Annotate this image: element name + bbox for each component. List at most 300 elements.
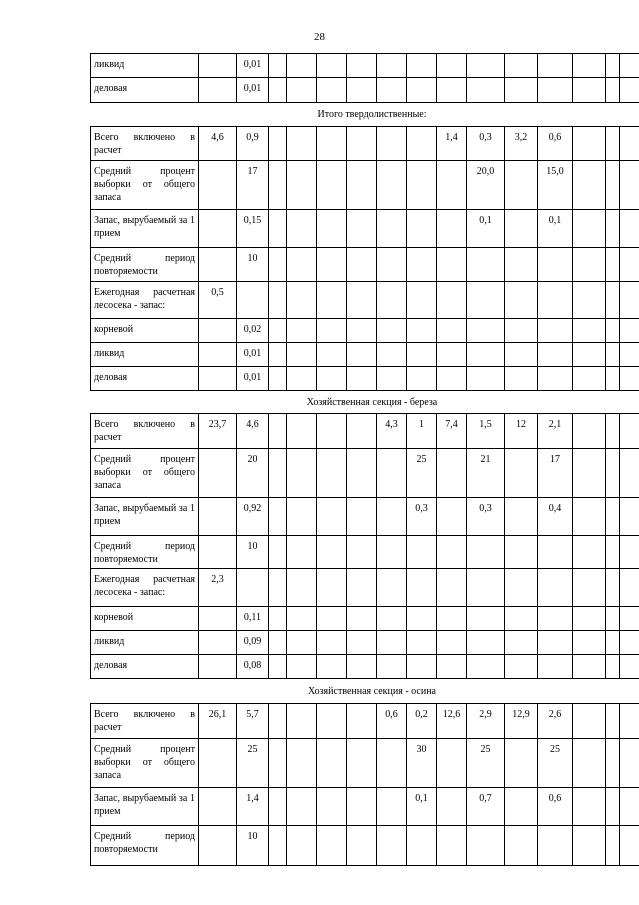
table-cell bbox=[347, 161, 377, 210]
table-cell bbox=[407, 367, 437, 391]
table-cell bbox=[287, 569, 317, 607]
table-cell bbox=[269, 319, 287, 343]
table-cell bbox=[377, 449, 407, 498]
table-cell bbox=[467, 78, 505, 103]
table-cell bbox=[317, 343, 347, 367]
table-cell bbox=[437, 282, 467, 319]
table-cell bbox=[287, 414, 317, 449]
table-cell bbox=[237, 282, 269, 319]
row-label: Запас, вырубаемый за 1 прием bbox=[91, 210, 199, 248]
table-cell bbox=[347, 569, 377, 607]
row-label: Ежегодная расчетная лесосека - запас: bbox=[91, 282, 199, 319]
table-cell bbox=[347, 631, 377, 655]
table-cell bbox=[287, 739, 317, 788]
table-cell bbox=[347, 78, 377, 103]
table-cell bbox=[287, 826, 317, 866]
table-cell bbox=[437, 161, 467, 210]
table-cell: 2,1 bbox=[538, 414, 573, 449]
table-cell bbox=[620, 536, 639, 569]
row-label: деловая bbox=[91, 367, 199, 391]
table-cell bbox=[269, 655, 287, 679]
table-cell bbox=[269, 282, 287, 319]
table-cell: 0,01 bbox=[237, 343, 269, 367]
table-cell bbox=[437, 788, 467, 826]
table-cell: 26,1 bbox=[199, 704, 237, 739]
table-cell bbox=[317, 210, 347, 248]
table-cell bbox=[437, 248, 467, 282]
table-cell bbox=[407, 319, 437, 343]
table-cell bbox=[573, 739, 606, 788]
table-cell bbox=[538, 607, 573, 631]
table-cell bbox=[199, 826, 237, 866]
table-cell: 4,6 bbox=[237, 414, 269, 449]
table-cell bbox=[620, 569, 639, 607]
table-cell bbox=[407, 248, 437, 282]
table-cell bbox=[377, 248, 407, 282]
table-cell bbox=[199, 54, 237, 78]
table-cell bbox=[620, 631, 639, 655]
row-label: ликвид bbox=[91, 54, 199, 78]
table-cell: 0,7 bbox=[467, 788, 505, 826]
table-cell bbox=[573, 826, 606, 866]
table-cell bbox=[347, 607, 377, 631]
table-cell bbox=[347, 498, 377, 536]
table-cell: 0,1 bbox=[407, 788, 437, 826]
table-cell bbox=[347, 826, 377, 866]
table-cell bbox=[199, 607, 237, 631]
table-cell bbox=[269, 414, 287, 449]
table-cell bbox=[505, 655, 538, 679]
table-cell: 0,1 bbox=[538, 210, 573, 248]
table-cell bbox=[377, 54, 407, 78]
table-cell: 10 bbox=[237, 248, 269, 282]
table-cell bbox=[347, 655, 377, 679]
table-cell bbox=[199, 343, 237, 367]
table-cell bbox=[317, 319, 347, 343]
table-cell bbox=[287, 319, 317, 343]
table-cell bbox=[317, 248, 347, 282]
row-label: деловая bbox=[91, 655, 199, 679]
forest-data-table bbox=[90, 53, 639, 866]
table-cell bbox=[606, 161, 620, 210]
table-cell bbox=[620, 414, 639, 449]
table-cell bbox=[407, 161, 437, 210]
table-cell bbox=[377, 655, 407, 679]
table-cell bbox=[467, 607, 505, 631]
table-cell bbox=[407, 536, 437, 569]
table-cell bbox=[620, 704, 639, 739]
table-cell bbox=[505, 536, 538, 569]
table-cell bbox=[407, 210, 437, 248]
table-cell: 25 bbox=[467, 739, 505, 788]
table-cell bbox=[573, 655, 606, 679]
table-cell bbox=[437, 826, 467, 866]
table-cell: 4,6 bbox=[199, 127, 237, 161]
table-cell bbox=[620, 655, 639, 679]
table-cell bbox=[538, 536, 573, 569]
table-cell bbox=[287, 343, 317, 367]
table-cell: 1,4 bbox=[437, 127, 467, 161]
table-cell bbox=[269, 607, 287, 631]
row-label: ликвид bbox=[91, 343, 199, 367]
table-cell: 0,5 bbox=[199, 282, 237, 319]
table-cell bbox=[437, 569, 467, 607]
table-cell bbox=[287, 127, 317, 161]
table-cell bbox=[347, 54, 377, 78]
table-cell: 3,2 bbox=[505, 127, 538, 161]
table-cell bbox=[199, 210, 237, 248]
table-cell bbox=[620, 449, 639, 498]
table-row bbox=[91, 367, 639, 391]
table-cell bbox=[620, 210, 639, 248]
table-cell bbox=[287, 210, 317, 248]
table-cell: 0,09 bbox=[237, 631, 269, 655]
row-label: ликвид bbox=[91, 631, 199, 655]
table-cell: 1,5 bbox=[467, 414, 505, 449]
table-cell: 17 bbox=[538, 449, 573, 498]
table-cell: 10 bbox=[237, 826, 269, 866]
table-cell bbox=[620, 788, 639, 826]
table-cell bbox=[573, 498, 606, 536]
table-cell bbox=[505, 210, 538, 248]
section-title: Хозяйственная секция - осина bbox=[91, 679, 639, 704]
row-label: Запас, вырубаемый за 1 прием bbox=[91, 788, 199, 826]
table-cell bbox=[199, 248, 237, 282]
table-cell bbox=[199, 631, 237, 655]
table-cell bbox=[467, 569, 505, 607]
table-cell bbox=[573, 282, 606, 319]
table-cell bbox=[287, 248, 317, 282]
table-cell bbox=[573, 54, 606, 78]
table-cell bbox=[606, 343, 620, 367]
table-cell bbox=[269, 498, 287, 536]
table-cell bbox=[620, 78, 639, 103]
table-cell: 5,7 bbox=[237, 704, 269, 739]
table-cell bbox=[505, 161, 538, 210]
table-cell bbox=[407, 54, 437, 78]
table-cell bbox=[317, 536, 347, 569]
table-cell bbox=[407, 78, 437, 103]
table-cell bbox=[620, 127, 639, 161]
table-cell bbox=[573, 367, 606, 391]
table-row bbox=[91, 826, 639, 866]
table-cell bbox=[269, 449, 287, 498]
table-cell bbox=[467, 319, 505, 343]
table-cell bbox=[287, 161, 317, 210]
table-cell bbox=[538, 248, 573, 282]
table-cell: 17 bbox=[237, 161, 269, 210]
table-cell bbox=[505, 449, 538, 498]
section-title: Хозяйственная секция - береза bbox=[91, 391, 639, 414]
table-cell bbox=[377, 739, 407, 788]
table-cell bbox=[620, 343, 639, 367]
table-cell bbox=[505, 367, 538, 391]
table-row bbox=[91, 282, 639, 319]
table-cell bbox=[347, 367, 377, 391]
table-cell: 0,01 bbox=[237, 54, 269, 78]
table-cell bbox=[377, 367, 407, 391]
table-cell bbox=[287, 54, 317, 78]
table-cell bbox=[505, 54, 538, 78]
table-cell bbox=[407, 343, 437, 367]
row-label: Средний процент выборки от общего запаса bbox=[91, 449, 199, 498]
table-cell bbox=[199, 78, 237, 103]
table-cell bbox=[467, 536, 505, 569]
table-cell bbox=[407, 826, 437, 866]
row-label: Средний период повторяемости bbox=[91, 536, 199, 569]
table-cell bbox=[437, 319, 467, 343]
table-cell bbox=[269, 78, 287, 103]
table-cell bbox=[317, 54, 347, 78]
table-row bbox=[91, 161, 639, 210]
table-cell: 2,3 bbox=[199, 569, 237, 607]
table-cell bbox=[467, 367, 505, 391]
table-cell bbox=[377, 569, 407, 607]
table-cell bbox=[317, 739, 347, 788]
table-row bbox=[91, 343, 639, 367]
table-row bbox=[91, 655, 639, 679]
table-cell bbox=[573, 248, 606, 282]
row-label: Всего включено в расчет bbox=[91, 127, 199, 161]
row-label: Запас, вырубаемый за 1 прием bbox=[91, 498, 199, 536]
table-cell bbox=[620, 319, 639, 343]
table-cell bbox=[377, 607, 407, 631]
row-label: Средний процент выборки от общего запаса bbox=[91, 739, 199, 788]
table-cell bbox=[505, 343, 538, 367]
table-cell bbox=[269, 127, 287, 161]
table-cell: 0,3 bbox=[467, 498, 505, 536]
table-cell bbox=[287, 704, 317, 739]
table-cell bbox=[199, 161, 237, 210]
table-cell bbox=[377, 78, 407, 103]
table-cell: 0,15 bbox=[237, 210, 269, 248]
table-row bbox=[91, 631, 639, 655]
table-row bbox=[91, 248, 639, 282]
table-cell bbox=[407, 631, 437, 655]
table-row bbox=[91, 536, 639, 569]
table-cell bbox=[538, 569, 573, 607]
row-label: Средний период повторяемости bbox=[91, 826, 199, 866]
table-cell bbox=[606, 704, 620, 739]
table-cell bbox=[269, 569, 287, 607]
table-cell bbox=[269, 248, 287, 282]
table-row bbox=[91, 739, 639, 788]
table-cell bbox=[199, 655, 237, 679]
table-cell: 23,7 bbox=[199, 414, 237, 449]
table-row bbox=[91, 449, 639, 498]
table-cell bbox=[620, 826, 639, 866]
table-cell bbox=[199, 319, 237, 343]
table-cell bbox=[538, 367, 573, 391]
table-cell bbox=[606, 788, 620, 826]
table-cell bbox=[317, 607, 347, 631]
table-cell bbox=[199, 367, 237, 391]
table-cell: 0,01 bbox=[237, 78, 269, 103]
table-cell: 0,3 bbox=[467, 127, 505, 161]
table-cell bbox=[437, 607, 467, 631]
table-cell bbox=[573, 569, 606, 607]
row-label: корневой bbox=[91, 607, 199, 631]
table-cell bbox=[505, 788, 538, 826]
table-cell bbox=[505, 631, 538, 655]
table-cell bbox=[538, 282, 573, 319]
table-cell bbox=[606, 498, 620, 536]
table-cell bbox=[317, 414, 347, 449]
table-cell bbox=[606, 367, 620, 391]
table-cell bbox=[606, 248, 620, 282]
table-cell bbox=[287, 607, 317, 631]
table-cell bbox=[606, 739, 620, 788]
table-row bbox=[91, 127, 639, 161]
table-cell bbox=[269, 631, 287, 655]
table-cell: 0,6 bbox=[377, 704, 407, 739]
table-cell: 0,6 bbox=[538, 127, 573, 161]
table-cell bbox=[538, 655, 573, 679]
table-cell: 12 bbox=[505, 414, 538, 449]
table-cell: 0,6 bbox=[538, 788, 573, 826]
table-cell bbox=[269, 210, 287, 248]
table-cell bbox=[347, 319, 377, 343]
row-label: деловая bbox=[91, 78, 199, 103]
row-label: Средний процент выборки от общего запаса bbox=[91, 161, 199, 210]
table-cell bbox=[377, 282, 407, 319]
table-cell bbox=[347, 536, 377, 569]
table-cell bbox=[606, 414, 620, 449]
table-cell bbox=[467, 248, 505, 282]
table-cell bbox=[437, 343, 467, 367]
table-cell bbox=[287, 631, 317, 655]
table-cell bbox=[377, 631, 407, 655]
table-cell bbox=[269, 161, 287, 210]
table-cell bbox=[269, 788, 287, 826]
table-cell bbox=[538, 78, 573, 103]
table-cell: 0,3 bbox=[407, 498, 437, 536]
table-cell bbox=[467, 826, 505, 866]
table-cell bbox=[467, 631, 505, 655]
table-cell: 1,4 bbox=[237, 788, 269, 826]
table-row bbox=[91, 210, 639, 248]
table-cell: 1 bbox=[407, 414, 437, 449]
row-label: Ежегодная расчетная лесосека - запас: bbox=[91, 569, 199, 607]
table-cell bbox=[377, 127, 407, 161]
table-cell bbox=[347, 127, 377, 161]
table-cell bbox=[347, 210, 377, 248]
table-cell: 0,1 bbox=[467, 210, 505, 248]
table-cell bbox=[437, 536, 467, 569]
table-cell bbox=[377, 343, 407, 367]
table-cell bbox=[317, 498, 347, 536]
table-cell: 25 bbox=[538, 739, 573, 788]
table-cell bbox=[573, 788, 606, 826]
table-cell bbox=[199, 449, 237, 498]
table-cell bbox=[620, 248, 639, 282]
table-cell bbox=[287, 449, 317, 498]
table-cell bbox=[573, 210, 606, 248]
table-cell bbox=[606, 826, 620, 866]
table-cell bbox=[317, 569, 347, 607]
table-cell: 2,9 bbox=[467, 704, 505, 739]
table-cell: 0,02 bbox=[237, 319, 269, 343]
table-cell bbox=[606, 54, 620, 78]
table-cell bbox=[269, 704, 287, 739]
table-cell bbox=[287, 536, 317, 569]
table-cell bbox=[199, 536, 237, 569]
section-title: Итого твердолиственные: bbox=[91, 103, 639, 127]
table-cell bbox=[317, 449, 347, 498]
table-cell bbox=[505, 607, 538, 631]
table-cell bbox=[437, 367, 467, 391]
table-cell bbox=[538, 319, 573, 343]
table-cell bbox=[199, 739, 237, 788]
table-cell bbox=[620, 54, 639, 78]
table-cell: 7,4 bbox=[437, 414, 467, 449]
table-cell bbox=[606, 449, 620, 498]
table-cell: 0,08 bbox=[237, 655, 269, 679]
table-cell bbox=[317, 788, 347, 826]
table-cell bbox=[620, 498, 639, 536]
table-cell bbox=[573, 78, 606, 103]
table-cell bbox=[606, 569, 620, 607]
table-cell: 30 bbox=[407, 739, 437, 788]
table-cell bbox=[199, 788, 237, 826]
table-cell bbox=[573, 607, 606, 631]
section-header-row bbox=[91, 103, 639, 127]
table-cell: 12,6 bbox=[437, 704, 467, 739]
table-cell: 12,9 bbox=[505, 704, 538, 739]
table-cell bbox=[269, 54, 287, 78]
table-cell bbox=[287, 498, 317, 536]
table-cell bbox=[573, 536, 606, 569]
table-cell bbox=[407, 127, 437, 161]
table-cell: 15,0 bbox=[538, 161, 573, 210]
section-header-row bbox=[91, 679, 639, 704]
table-cell: 25 bbox=[407, 449, 437, 498]
table-cell bbox=[606, 282, 620, 319]
table-cell: 10 bbox=[237, 536, 269, 569]
table-cell bbox=[377, 826, 407, 866]
table-cell bbox=[377, 319, 407, 343]
table-cell bbox=[407, 655, 437, 679]
table-cell bbox=[347, 704, 377, 739]
table-cell bbox=[269, 536, 287, 569]
table-cell bbox=[407, 607, 437, 631]
table-cell bbox=[505, 569, 538, 607]
table-row bbox=[91, 569, 639, 607]
table-row bbox=[91, 414, 639, 449]
table-cell bbox=[606, 631, 620, 655]
table-cell: 2,6 bbox=[538, 704, 573, 739]
table-cell bbox=[538, 631, 573, 655]
table-cell bbox=[347, 343, 377, 367]
table-cell bbox=[317, 826, 347, 866]
row-label: Средний период повторяемости bbox=[91, 248, 199, 282]
table-cell: 25 bbox=[237, 739, 269, 788]
table-cell bbox=[606, 536, 620, 569]
table-cell bbox=[377, 161, 407, 210]
table-cell: 20 bbox=[237, 449, 269, 498]
table-cell bbox=[269, 343, 287, 367]
table-cell bbox=[437, 498, 467, 536]
table-cell bbox=[317, 161, 347, 210]
table-cell bbox=[467, 54, 505, 78]
table-cell bbox=[317, 127, 347, 161]
table-cell bbox=[317, 282, 347, 319]
table-cell bbox=[317, 655, 347, 679]
table-cell bbox=[505, 78, 538, 103]
table-cell bbox=[620, 367, 639, 391]
table-cell bbox=[505, 826, 538, 866]
row-label: корневой bbox=[91, 319, 199, 343]
